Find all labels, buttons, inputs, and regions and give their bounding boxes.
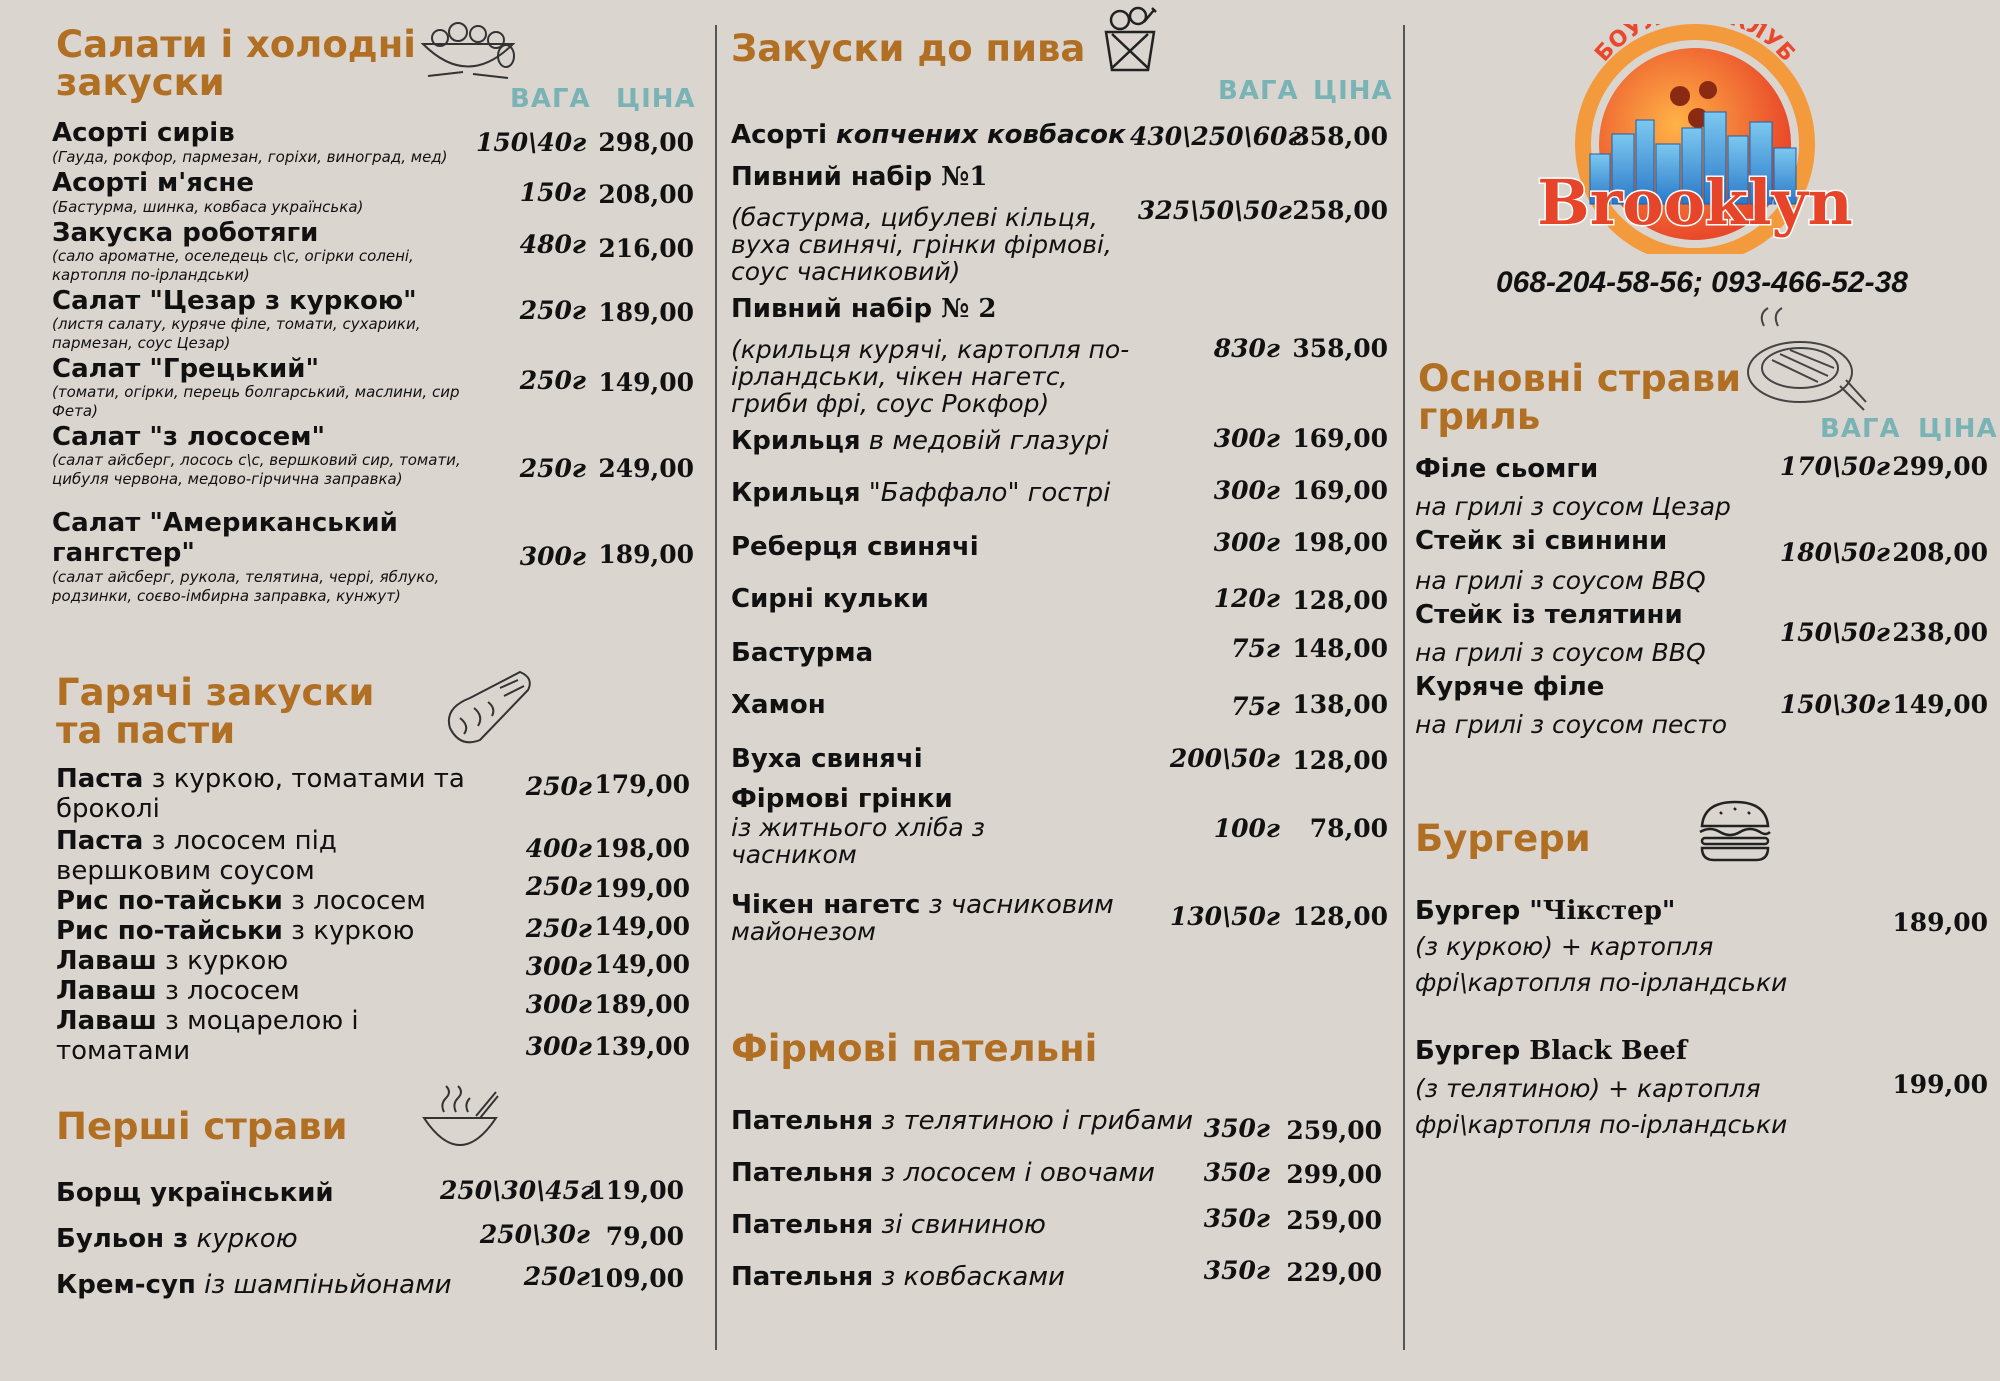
menu-item-name: Хамон [731,690,826,720]
menu-item-weight: 250г [523,1262,590,1291]
menu-item-weight: 250г [525,772,592,801]
menu-item-price: 259,00 [1286,1116,1382,1145]
menu-item-weight: 350г [1203,1204,1270,1233]
menu-item-name: Салат "Цезар з куркою" [52,286,417,316]
menu-item-weight: 830г [1213,334,1280,363]
brooklyn-logo [1520,24,1870,254]
menu-item-weight: 75г [1231,692,1280,721]
menu-item-name: Салат "з лососем" [52,422,326,452]
menu-item-price: 299,00 [1286,1160,1382,1189]
header-price: ЦІНА [1313,76,1393,106]
menu-item-price: 149,00 [594,950,690,979]
menu-item-desc: на грилі з соусом песто [1415,710,1727,739]
grilled-steak-icon [1744,306,1868,416]
section-title-beer: Закуски до пива [731,27,1086,70]
menu-item-name: Паста з куркою, томатами та [56,764,465,794]
menu-item-desc: майонезом [731,917,876,946]
menu-item-desc: із житнього хліба з часником [731,813,985,869]
menu-item-name: Бургер "Чікстер" [1415,896,1676,926]
menu-item-price: 109,00 [588,1264,684,1293]
menu-item-name: Бастурма [731,638,874,668]
menu-item-desc: (бастурма, цибулеві кільця, вуха свинячі, грінки фірмові, соус часниковий) [731,203,1112,286]
menu-item-weight: 75г [1231,634,1280,663]
menu-item-price: 149,00 [594,912,690,941]
menu-item-price: 179,00 [594,770,690,799]
menu-item-name: Пивний набір № 2 [731,294,997,324]
section-title-hot: Гарячі закуски та пасти [56,671,375,752]
menu-item-weight: 180\50г [1779,538,1890,567]
menu-item-name: Крем-суп із шампіньйонами [56,1270,452,1300]
menu-item-name: Фірмові грінки [731,784,953,814]
header-weight: ВАГА [510,84,591,114]
menu-item-price: 148,00 [1292,634,1388,663]
menu-item-desc: на грилі з соусом BBQ [1415,566,1706,595]
menu-item-price: 189,00 [1892,908,1988,937]
menu-item-weight: 250г [519,454,586,483]
menu-item-name: Рис по-тайськи з лососем [56,886,426,916]
menu-item-weight: 430\250\60г [1130,122,1302,151]
menu-item-name: Чікен нагетс з часниковим [731,890,1114,920]
soup-bowl-icon [420,1082,500,1156]
menu-item-weight: 350г [1203,1158,1270,1187]
menu-item-desc: на грилі з соусом BBQ [1415,638,1706,667]
menu-item-price: 238,00 [1892,618,1988,647]
menu-item-name: гангстер" [52,538,195,568]
menu-item-weight: 300г [1213,476,1280,505]
menu-item-name: Крильця в медовій глазурі [731,426,1109,456]
menu-item-price: 128,00 [1292,902,1388,931]
menu-item-name-line2: томатами [56,1036,191,1066]
menu-item-weight: 120г [1213,584,1280,613]
menu-item-name: Вуха свинячі [731,744,923,774]
menu-item-weight: 400г [525,834,592,863]
menu-item-price: 208,00 [1892,538,1988,567]
salad-bowl-icon [418,14,518,84]
menu-item-name: Сирні кульки [731,584,929,614]
menu-item-desc: фрі\картопля по-ірландськи [1415,968,1788,997]
header-weight: ВАГА [1820,414,1901,444]
menu-item-price: 128,00 [1292,586,1388,615]
menu-item-weight: 300г [1213,528,1280,557]
section-title-grill: Основні страви гриль [1418,357,1742,438]
section-title-cold: Салати і холодні закуски [56,23,416,104]
menu-item-weight: 150\30г [1779,690,1890,719]
menu-item-name: Пательня з телятиною і грибами [731,1106,1194,1136]
header-weight: ВАГА [1218,76,1299,106]
menu-item-desc: (салат айсберг, рукола, телятина, черрі, яблуко, родзинки, соєво-імбирна заправка, кунжут) [52,568,440,605]
menu-item-price: 119,00 [588,1176,684,1205]
menu-item-price: 358,00 [1292,122,1388,151]
menu-item-weight: 300г [519,542,586,571]
menu-item-weight: 325\50\50г [1137,196,1292,225]
column-divider-right [1403,25,1405,1350]
menu-item-price: 259,00 [1286,1206,1382,1235]
section-title-soups: Перші страви [56,1105,348,1148]
menu-item-price: 299,00 [1892,452,1988,481]
menu-item-name: Лаваш з моцарелою і [56,1006,359,1036]
menu-item-name: Пательня зі свининою [731,1210,1046,1240]
menu-item-weight: 150\40г [476,128,587,157]
menu-item-price: 198,00 [1292,528,1388,557]
menu-item-price: 128,00 [1292,746,1388,775]
menu-item-name: Стейк зі свинини [1415,526,1668,556]
menu-item-name: Борщ український [56,1178,334,1208]
menu-item-weight: 150\50г [1779,618,1890,647]
menu-item-name: Асорті сирів [52,118,235,148]
menu-item-price: 249,00 [598,454,694,483]
menu-item-price: 258,00 [1292,196,1388,225]
menu-item-price: 189,00 [598,298,694,327]
menu-item-name: Рис по-тайськи з куркою [56,916,415,946]
menu-item-price: 79,00 [605,1222,684,1251]
menu-item-name: Стейк із телятини [1415,600,1683,630]
menu-item-desc: на грилі з соусом Цезар [1415,492,1731,521]
chicken-leg-box-icon [1100,2,1160,72]
menu-item-desc: (сало ароматне, оселедець с\с, огірки солені, картопля по-ірландськи) [52,247,414,284]
menu-item-desc: (томати, огірки, перець болгарський, маслини, сир Фета) [52,383,460,420]
menu-item-weight: 250г [525,872,592,901]
header-price: ЦІНА [616,84,696,114]
menu-item-price: 169,00 [1292,476,1388,505]
menu-item-price: 199,00 [594,874,690,903]
menu-item-price: 358,00 [1292,334,1388,363]
menu-item-desc: (з телятиною) + картопля [1415,1074,1761,1103]
menu-item-desc: фрі\картопля по-ірландськи [1415,1110,1788,1139]
menu-item-price: 199,00 [1892,1070,1988,1099]
menu-item-weight: 170\50г [1779,452,1890,481]
menu-item-name: Лаваш з лососем [56,976,300,1006]
menu-item-name: Крильця "Баффало" гострі [731,478,1111,508]
menu-item-name-line2: вершковим соусом [56,856,315,886]
menu-item-price: 149,00 [1892,690,1988,719]
menu-item-weight: 300г [525,1032,592,1061]
section-title-burgers: Бургери [1415,817,1591,860]
menu-item-desc: (Гауда, рокфор, пармезан, горіхи, виноград, мед) [52,148,448,166]
menu-item-weight: 350г [1203,1256,1270,1285]
menu-item-name: Лаваш з куркою [56,946,289,976]
menu-item-weight: 250г [519,366,586,395]
menu-item-desc: (салат айсберг, лосось с\с, вершковий сир, томати, цибуля червона, медово-гірчична заправка) [52,451,461,488]
menu-item-weight: 100г [1213,814,1280,843]
logo-club-label: БОУ ЛУБ [1590,24,1800,67]
menu-item-name: Пательня з лососем і овочами [731,1158,1155,1188]
header-price: ЦІНА [1918,414,1998,444]
menu-item-name: Пивний набір №1 [731,162,988,192]
menu-item-price: 229,00 [1286,1258,1382,1287]
menu-item-desc: (Бастурма, шинка, ковбаса українська) [52,198,364,216]
menu-item-weight: 200\50г [1169,744,1280,773]
menu-item-weight: 130\50г [1169,902,1280,931]
menu-item-name: Асорті копчених ковбасок [731,120,1126,150]
menu-item-weight: 480г [519,230,586,259]
menu-item-weight: 300г [525,990,592,1019]
menu-item-price: 78,00 [1309,814,1388,843]
menu-item-price: 138,00 [1292,690,1388,719]
column-divider-left [715,25,717,1350]
menu-item-weight: 300г [525,952,592,981]
menu-item-name: Реберця свинячі [731,532,979,562]
menu-item-name: Філе сьомги [1415,454,1599,484]
menu-item-weight: 250\30\45г [440,1176,595,1205]
menu-item-weight: 300г [1213,424,1280,453]
menu-item-name: Салат "Американський [52,508,398,538]
menu-item-weight: 250г [525,914,592,943]
menu-item-name: Закуска роботяги [52,218,319,248]
menu-item-price: 198,00 [594,834,690,863]
shawarma-wrap-icon [440,668,536,750]
menu-item-price: 189,00 [594,990,690,1019]
menu-item-name: Асорті м'ясне [52,168,254,198]
menu-item-price: 169,00 [1292,424,1388,453]
logo-brand-name: Brooklyn [1537,166,1853,239]
menu-item-price: 149,00 [598,368,694,397]
menu-item-name: Бульон з куркою [56,1224,298,1254]
menu-item-price: 139,00 [594,1032,690,1061]
phone-numbers[interactable]: 068-204-58-56; 093-466-52-38 [1496,266,1908,299]
menu-item-weight: 250г [519,296,586,325]
menu-item-name-line2: броколі [56,794,160,824]
section-title-pans: Фірмові пательні [731,1027,1098,1070]
burger-icon [1698,800,1772,862]
menu-item-name: Куряче філе [1415,672,1605,702]
menu-item-weight: 150г [519,178,586,207]
menu-item-name: Пательня з ковбасками [731,1262,1065,1292]
menu-item-desc: (листя салату, куряче філе, томати, сухарики, пармезан, соус Цезар) [52,315,421,352]
menu-item-name: Салат "Грецький" [52,354,320,384]
menu-item-price: 189,00 [598,540,694,569]
menu-item-desc: (крильця курячі, картопля по-ірландськи, чікен нагетс, гриби фрі, соус Рокфор) [731,335,1130,418]
menu-item-name: Бургер Black Beef [1415,1036,1688,1066]
menu-item-name: Паста з лососем під [56,826,337,856]
menu-item-weight: 350г [1203,1114,1270,1143]
menu-item-price: 216,00 [598,234,694,263]
menu-item-desc: (з куркою) + картопля [1415,932,1714,961]
menu-item-price: 208,00 [598,180,694,209]
menu-item-weight: 250\30г [479,1220,590,1249]
menu-item-price: 298,00 [598,128,694,157]
